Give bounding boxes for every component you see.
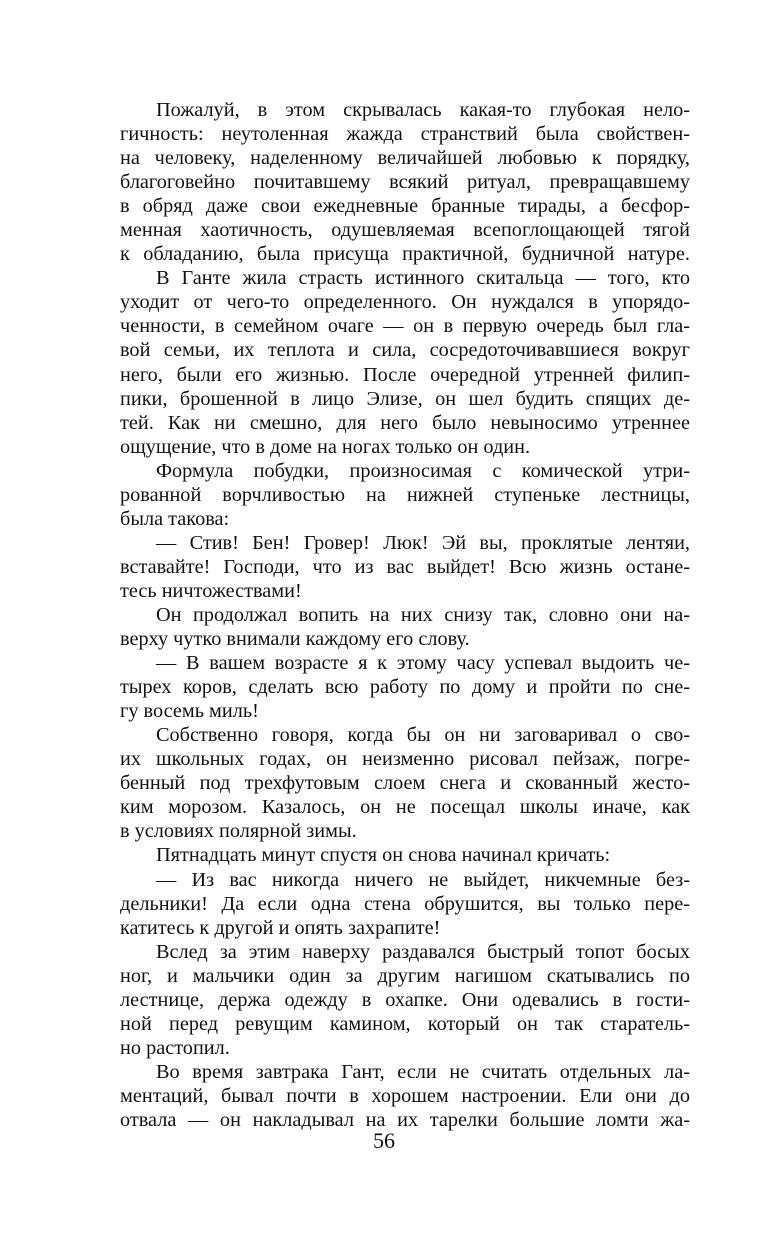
text-line: на человеку, наделенному величайшей любовью к порядку, — [120, 147, 690, 170]
text-line: отвала — он накладывал на их тарелки большие ломти жа- — [120, 1108, 690, 1131]
text-line: ной перед ревущим камином, который он так старатель- — [120, 1012, 690, 1035]
text-line: него, были его жизнью. После очередной утренней филип- — [120, 363, 690, 386]
text-line: была такова: — [120, 507, 230, 530]
text-line: уходит от чего-то определенного. Он нуждался в упорядо- — [120, 291, 690, 314]
text-line: благоговейно почитавшему всякий ритуал, превращавшему — [120, 171, 690, 194]
text-line: ченности, в семейном очаге — он в первую очередь был гла- — [120, 315, 690, 338]
text-line: В Ганте жила страсть истинного скитальца — того, кто — [156, 267, 690, 290]
text-line: — Из вас никогда ничего не выйдет, никчемные без- — [156, 868, 690, 891]
text-line: ног, и мальчики один за другим нагишом скатывались по — [120, 964, 690, 987]
text-line: дельники! Да если одна стена обрушится, вы только пере- — [120, 892, 690, 915]
text-line: рованной ворчливостью на нижней ступеньке лестницы, — [120, 483, 690, 506]
text-line: верху чутко внимали каждому его слову. — [120, 628, 470, 651]
text-line: Собственно говоря, когда бы он ни заговаривал о сво- — [156, 724, 690, 747]
text-line: в обряд даже свои ежедневные бранные тирады, а бесфор- — [120, 195, 690, 218]
text-line: Во время завтрака Гант, если не считать отдельных ла- — [156, 1060, 690, 1083]
text-line: катитесь к другой и опять захрапите! — [120, 916, 441, 939]
text-line: к обладанию, была присуща практичной, будничной натуре. — [120, 243, 690, 266]
text-line: Пожалуй, в этом скрывалась какая-то глубокая нело- — [156, 99, 690, 121]
text-line: — В вашем возрасте я к этому часу успевал выдоить че- — [156, 652, 690, 675]
text-line: менная хаотичность, одушевляемая всепоглощающей тягой — [120, 219, 690, 242]
text-line: тей. Как ни смешно, для него было невыносимо утреннее — [120, 411, 690, 434]
text-line: ким морозом. Казалось, он не посещал школы иначе, как — [120, 796, 690, 819]
text-line: гичность: неутоленная жажда странствий была свойствен- — [120, 123, 690, 146]
text-line: Формула побудки, произносимая с комической утри- — [156, 459, 690, 482]
text-line: Он продолжал вопить на них снизу так, словно они на- — [156, 603, 690, 626]
text-line: тырех коров, сделать всю работу по дому и пройти по сне- — [120, 676, 690, 699]
text-line: тесь ничтожествами! — [120, 579, 302, 602]
text-line: в условиях полярной зимы. — [120, 820, 357, 843]
text-line: вставайте! Господи, что из вас выйдет! Всю жизнь остане- — [120, 555, 690, 578]
text-line: бенный под трехфутовым слоем снега и скованный жесто- — [120, 772, 690, 795]
text-line: лестнице, держа одежду в охапке. Они одевались в гости- — [120, 988, 690, 1011]
text-line: но растопил. — [120, 1036, 230, 1059]
text-line: Вслед за этим наверху раздавался быстрый топот босых — [156, 940, 690, 963]
text-line: пики, брошенной в лицо Элизе, он шел будить спящих де- — [120, 387, 690, 410]
text-line: гу восемь миль! — [120, 700, 259, 723]
page-number: 56 — [373, 1128, 395, 1153]
text-line: ощущение, что в доме на ногах только он один. — [120, 435, 531, 458]
body-text — [120, 98, 690, 1132]
text-line: — Стив! Бен! Гровер! Люк! Эй вы, проклятые лентяи, — [156, 531, 690, 554]
text-line: их школьных годах, он неизменно рисовал пейзаж, погре- — [120, 748, 690, 771]
text-line: ментаций, бывал почти в хорошем настроении. Ели они до — [120, 1084, 690, 1107]
text-line: вой семьи, их теплота и сила, сосредоточивавшиеся вокруг — [120, 339, 690, 362]
text-line: Пятнадцать минут спустя он снова начинал кричать: — [156, 844, 611, 867]
